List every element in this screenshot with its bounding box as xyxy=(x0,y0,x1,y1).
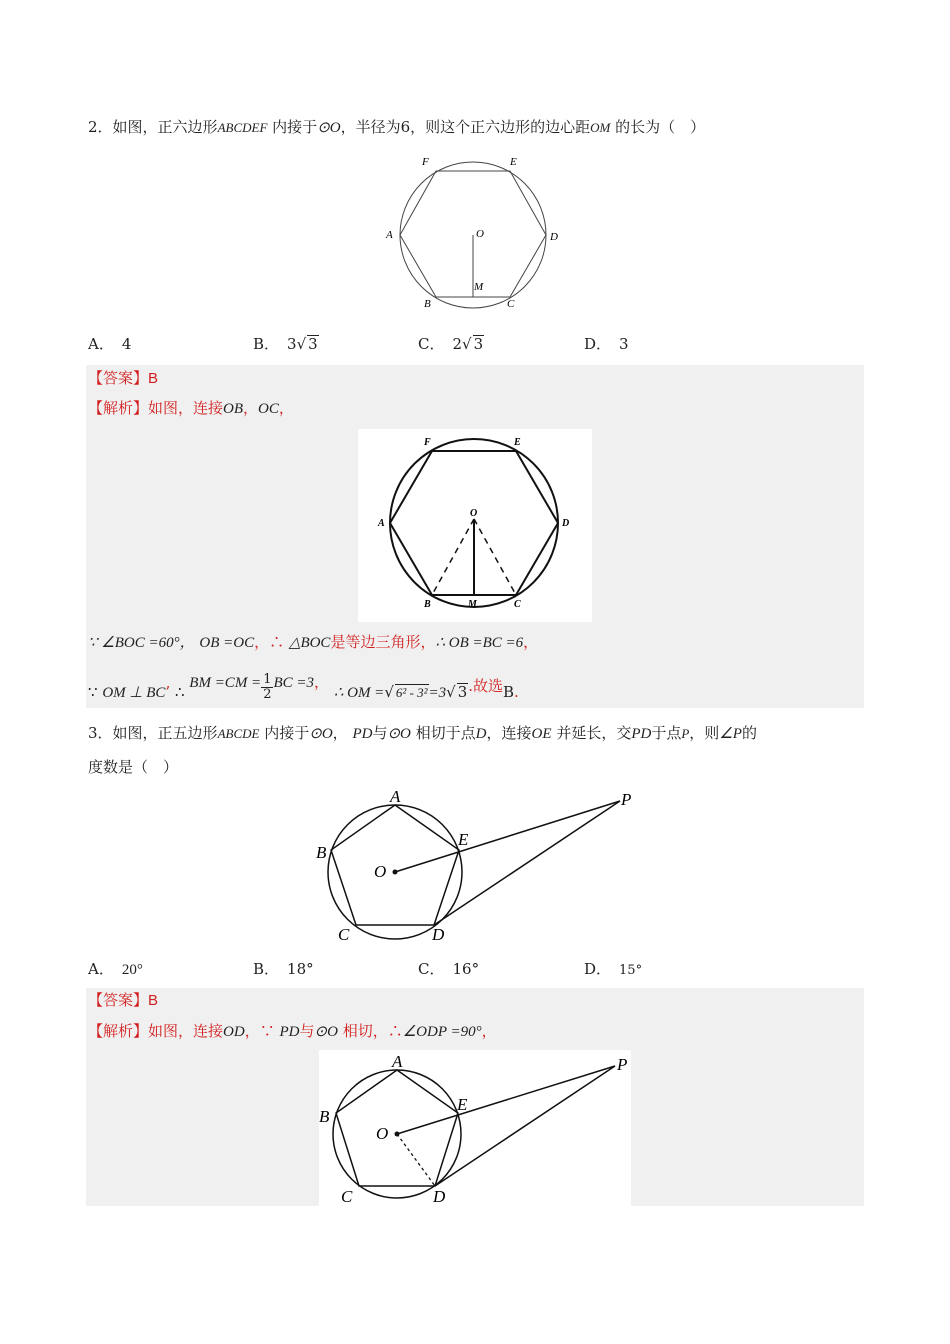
q2-label-d: D xyxy=(550,231,558,243)
q2-label-o: O xyxy=(476,228,484,240)
q2-label-m: M xyxy=(474,281,484,293)
q3-label-o: O xyxy=(374,862,387,881)
q3-stem-line1: 3．如图，正五边形ABCDE 内接于⊙O， PD与⊙O 相切于点D，连接OE 并延长，交PD于点P，则∠P的 xyxy=(88,724,757,742)
q3-option-a[interactable]: A． 20° xyxy=(88,960,143,978)
q2-option-c[interactable]: C． 2√ 3 xyxy=(418,335,484,353)
q2-option-b[interactable]: B． 3√ 3 xyxy=(253,335,318,353)
q3s-label-b: B xyxy=(319,1107,330,1126)
q2-label-b: B xyxy=(424,298,431,310)
q3-option-c[interactable]: C． 16° xyxy=(418,960,480,978)
q3s-label-d: D xyxy=(433,1187,446,1206)
q3-label-e: E xyxy=(458,830,469,849)
q3-label-p: P xyxy=(621,790,632,809)
q3-label-a: A xyxy=(390,787,401,806)
q2s-label-c: C xyxy=(514,599,521,610)
q3s-label-o: O xyxy=(376,1124,389,1143)
q2-option-d[interactable]: D． 3 xyxy=(584,335,629,353)
q2-label-c: C xyxy=(507,298,515,310)
q3-label-c: C xyxy=(338,925,350,944)
q3-pentagon-figure xyxy=(310,785,650,945)
q2-label-f: F xyxy=(422,156,429,168)
q3-label-b: B xyxy=(316,843,327,862)
q3-answer: 【答案】B xyxy=(88,991,159,1009)
q2s-label-e: E xyxy=(514,437,521,448)
q2-label-a: A xyxy=(386,229,393,241)
q3s-label-p: P xyxy=(617,1055,628,1074)
q2s-label-o: O xyxy=(470,508,478,519)
q2s-label-a: A xyxy=(378,518,385,529)
q3s-label-e: E xyxy=(457,1095,468,1114)
q3-option-d[interactable]: D． 15° xyxy=(584,960,643,978)
q3-solution-figure xyxy=(319,1050,631,1206)
half-fraction: $\frac{1}{2}$ xyxy=(263,671,272,702)
q3-label-d: D xyxy=(432,925,445,944)
q2-hexagon-figure xyxy=(380,150,570,315)
q2s-label-b: B xyxy=(424,599,431,610)
q2-analysis-line2: ∵ ∠BOC =60°， OB =OC，∴ △BOC是等边三角形，∴ OB =BC =6， xyxy=(88,633,539,651)
q3-analysis-line1: 【解析】如图，连接OD，∵ PD与⊙O 相切，∴∠ODP =90°， xyxy=(88,1022,497,1040)
q3s-label-a: A xyxy=(392,1052,403,1071)
q3-option-b[interactable]: B． 18° xyxy=(253,960,314,978)
q2-analysis-line3: ∵ OM ⊥ BC’ ∴ BM =CM = $\frac{1}{2}$ BC =3， ∴ OM =√ 6² - 3²=3√ 3.故选B. xyxy=(88,671,519,702)
q2-option-a[interactable]: A． 4 xyxy=(88,335,132,353)
q2s-label-f: F xyxy=(424,437,431,448)
q2s-label-m: M xyxy=(468,599,477,610)
q2-stem: 2．如图，正六边形ABCDEF 内接于⊙O，半径为6，则这个正六边形的边心距OM 的长为（ ） xyxy=(88,118,706,136)
q2s-label-d: D xyxy=(562,518,570,529)
q2-label-e: E xyxy=(510,156,517,168)
q3-stem-line2: 度数是（ ） xyxy=(88,758,179,776)
q2-solution-figure xyxy=(358,429,592,622)
q2-analysis-line1: 【解析】如图，连接OB，OC， xyxy=(88,399,294,417)
q2-answer: 【答案】B xyxy=(88,369,159,387)
q3s-label-c: C xyxy=(341,1187,353,1206)
